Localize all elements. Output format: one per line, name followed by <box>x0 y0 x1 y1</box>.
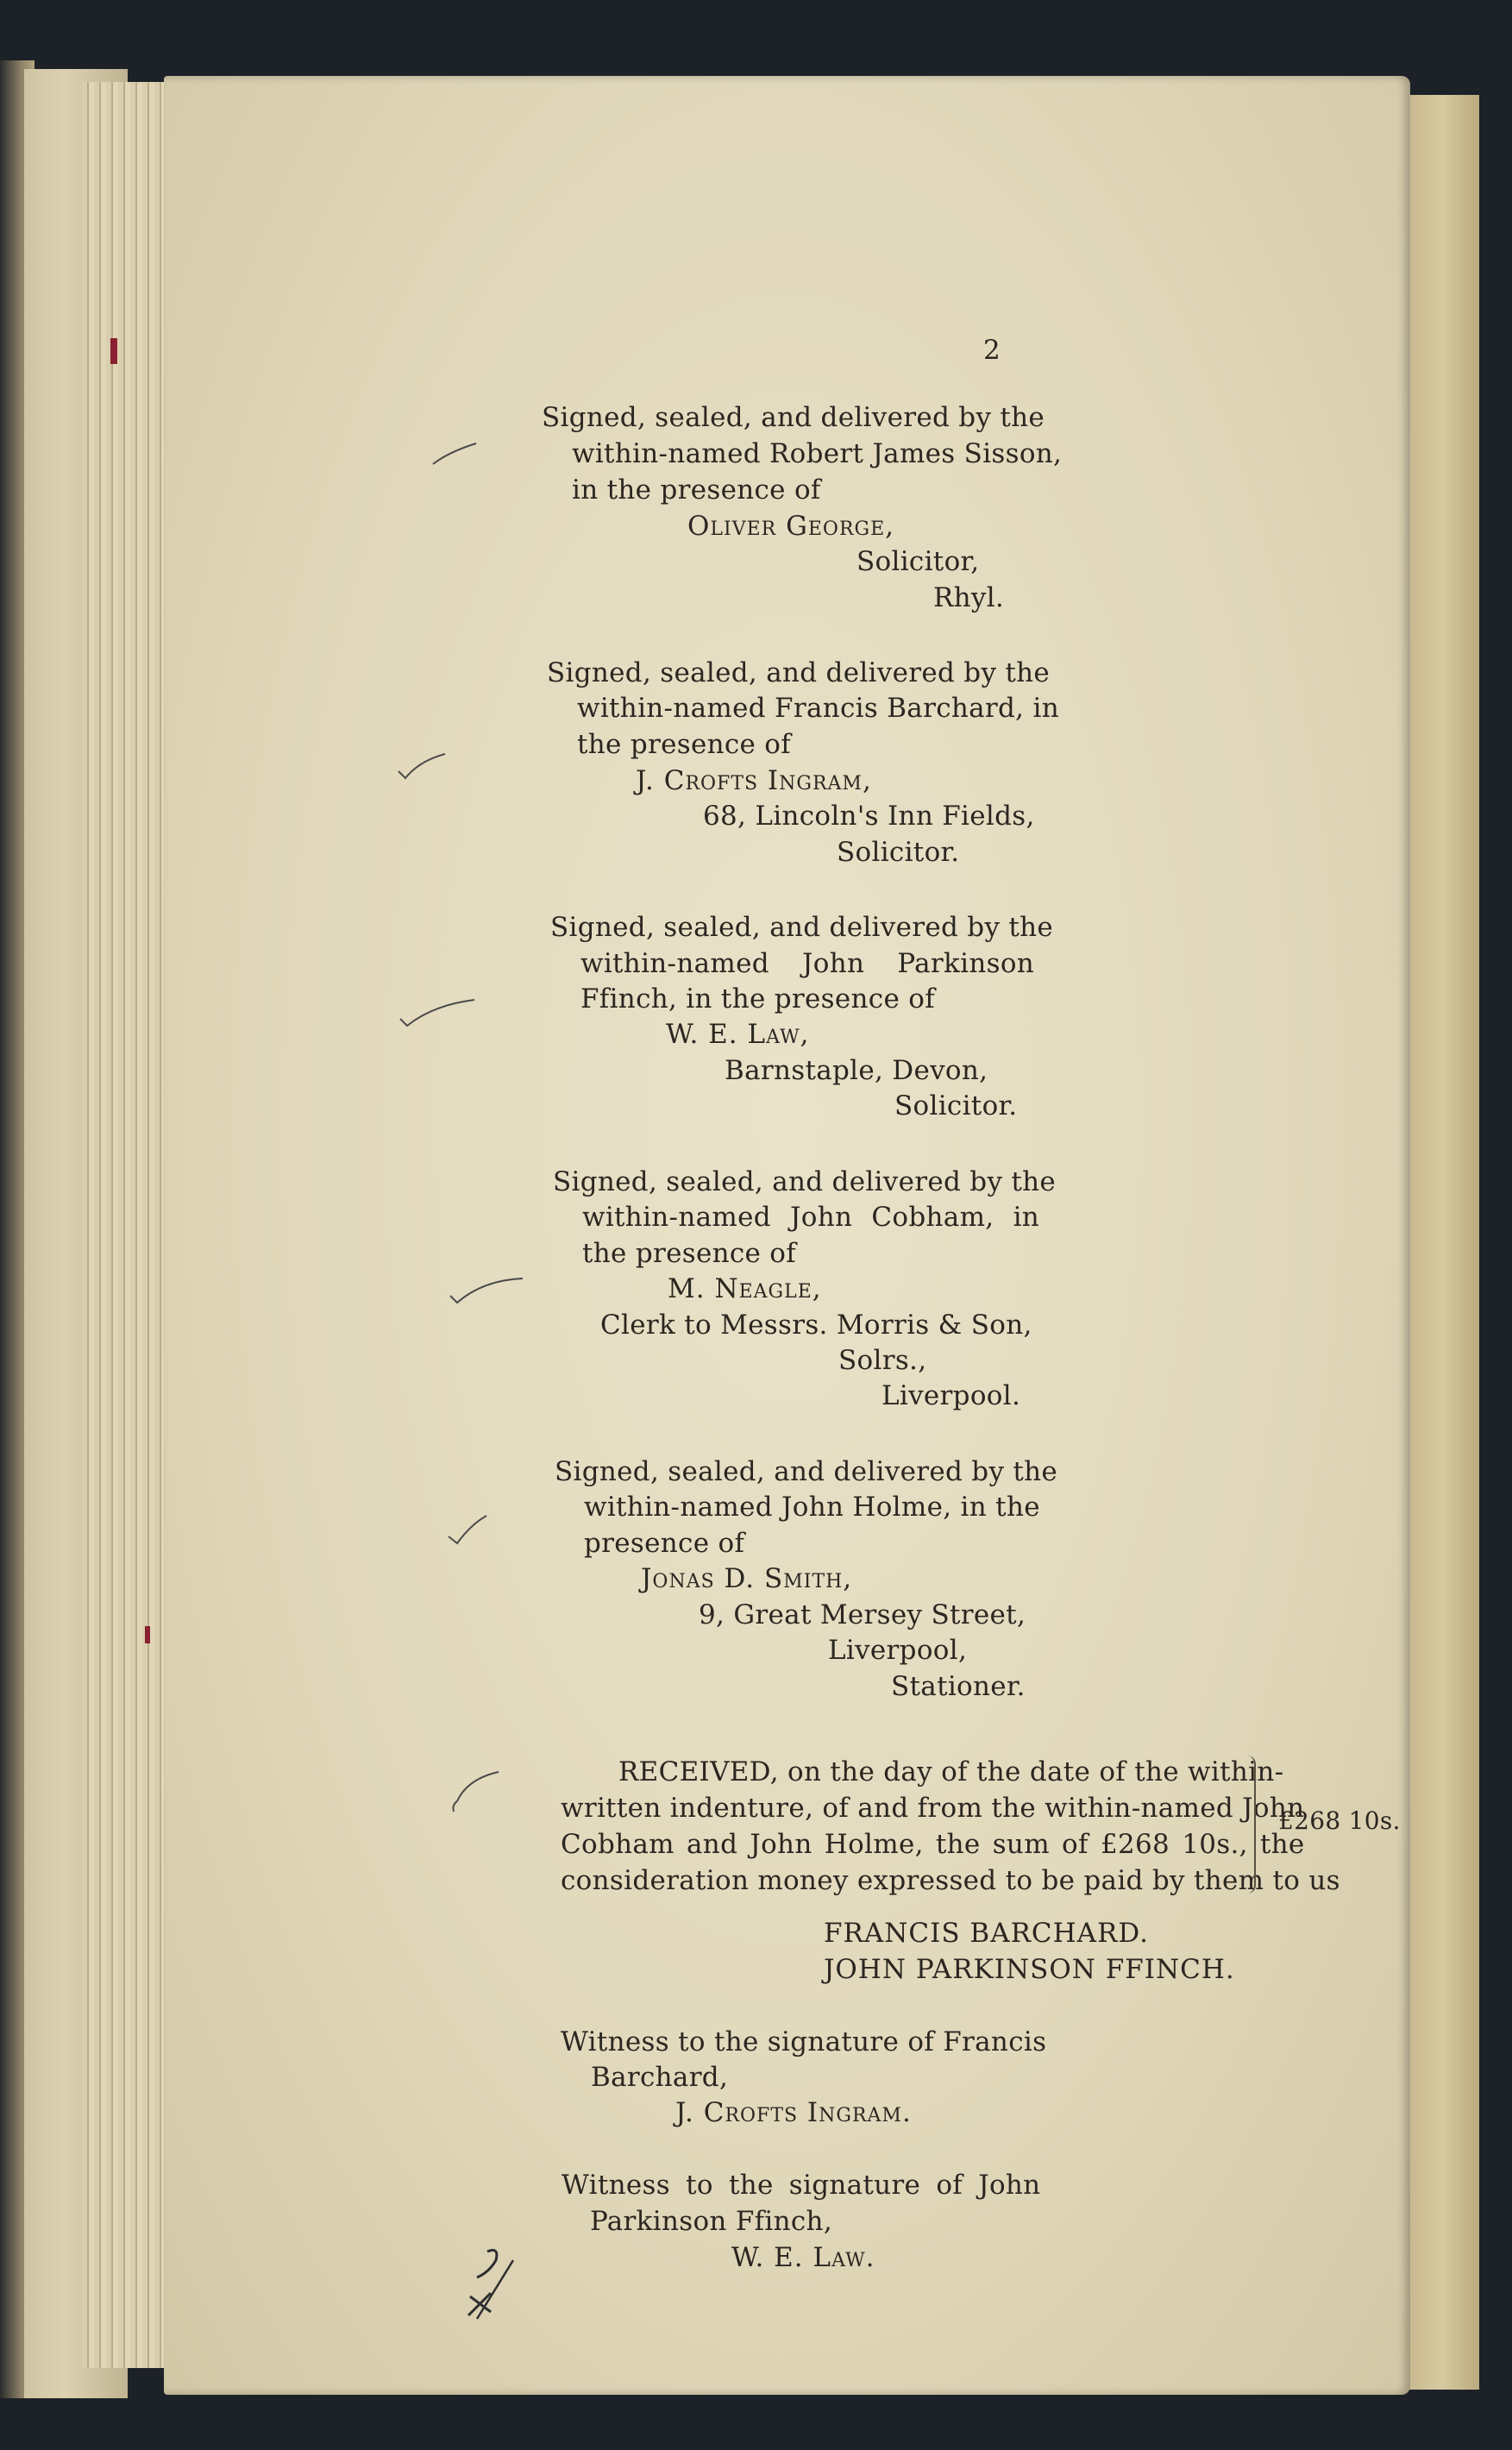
red-tab <box>110 338 117 364</box>
attestation-line: Signed, sealed, and delivered by the <box>542 402 1045 433</box>
witness-clause-line: Parkinson Ffinch, <box>590 2206 832 2237</box>
pencil-tick-mark <box>397 751 449 785</box>
witness-clause-line: Witness to the signature of Francis <box>561 2026 1047 2057</box>
witness-detail: 68, Lincoln's Inn Fields, <box>703 801 1035 832</box>
red-tab <box>145 1626 150 1643</box>
witness-detail: Liverpool. <box>881 1380 1021 1411</box>
receipt-line: consideration money expressed to be paid by them to us <box>561 1865 1340 1896</box>
attestation-line: Ffinch, in the presence of <box>580 983 935 1015</box>
witness-name: W. E. Law. <box>731 2242 875 2273</box>
receipt-amount: £268 10s. <box>1278 1806 1401 1835</box>
right-leaf-edge <box>1406 95 1479 2390</box>
pencil-tick-mark <box>449 1275 526 1310</box>
witness-detail: 9, Great Mersey Street, <box>699 1599 1026 1630</box>
attestation-line: within-named John Holme, in the <box>584 1492 1040 1523</box>
binding-top <box>0 0 1512 65</box>
attestation-line: the presence of <box>577 729 792 760</box>
attestation-line: presence of <box>584 1528 745 1559</box>
witness-detail: Liverpool, <box>828 1635 968 1666</box>
witness-detail: Solicitor, <box>856 546 980 577</box>
pencil-tick-mark <box>431 440 483 466</box>
witness-clause-line: Barchard, <box>591 2062 729 2093</box>
signatory-name: JOHN PARKINSON FFINCH. <box>824 1954 1235 1985</box>
witness-detail: Barnstaple, Devon, <box>725 1055 988 1086</box>
attestation-line: within-named John Parkinson <box>580 948 1035 979</box>
witness-detail: Stationer. <box>891 1671 1026 1702</box>
attestation-line: Signed, sealed, and delivered by the <box>547 657 1051 688</box>
receipt-brace <box>1242 1756 1256 1894</box>
witness-name: Jonas D. Smith, <box>641 1563 853 1594</box>
pencil-tick-mark <box>450 1770 502 1815</box>
receipt-line: Cobham and John Holme, the sum of £268 10s., the <box>561 1829 1305 1860</box>
witness-detail: Solicitor. <box>894 1090 1018 1121</box>
attestation-line: within-named John Cobham, in <box>582 1202 1040 1233</box>
attestation-line: Signed, sealed, and delivered by the <box>553 1166 1057 1197</box>
attestation-line: Signed, sealed, and delivered by the <box>555 1456 1058 1487</box>
witness-clause-line: Witness to the signature of John <box>562 2170 1041 2201</box>
signatory-name: FRANCIS BARCHARD. <box>824 1918 1150 1949</box>
witness-detail: Solicitor. <box>837 837 960 868</box>
witness-detail: Clerk to Messrs. Morris & Son, <box>600 1310 1032 1341</box>
pencil-tick-mark <box>447 1514 490 1549</box>
attestation-line: in the presence of <box>572 474 821 506</box>
witness-name: W. E. Law, <box>666 1019 810 1050</box>
attestation-line: within-named Robert James Sisson, <box>572 438 1063 469</box>
witness-name: Oliver George, <box>687 511 894 542</box>
attestation-line: the presence of <box>582 1238 797 1269</box>
attestation-line: Signed, sealed, and delivered by the <box>550 912 1054 943</box>
witness-detail: Rhyl. <box>933 582 1005 613</box>
witness-name: M. Neagle, <box>668 1273 822 1304</box>
witness-detail: Solrs., <box>838 1345 927 1376</box>
receipt-line: written indenture, of and from the within-named John <box>561 1793 1305 1824</box>
attestation-line: within-named Francis Barchard, in <box>577 693 1059 724</box>
page-number: 2 <box>983 335 1001 366</box>
handwritten-cross-mark <box>461 2243 522 2321</box>
witness-name: J. Crofts Ingram, <box>636 765 872 796</box>
receipt-line: RECEIVED, on the day of the date of the within- <box>618 1756 1284 1787</box>
witness-name: J. Crofts Ingram. <box>675 2097 912 2128</box>
pencil-tick-mark <box>398 996 476 1031</box>
